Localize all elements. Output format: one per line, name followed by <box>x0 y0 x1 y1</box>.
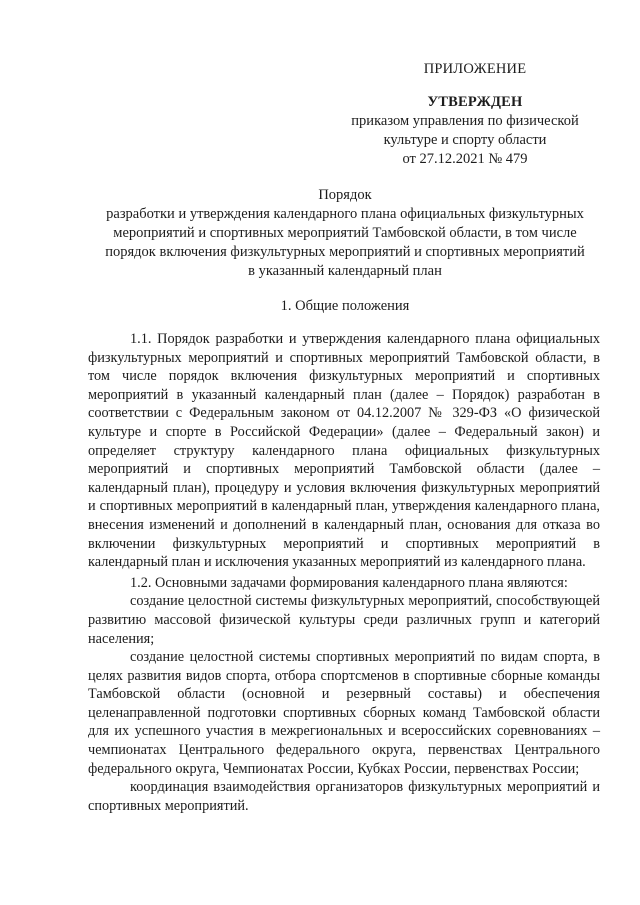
title-line-4: в указанный календарный план <box>248 263 442 279</box>
section-heading: 1. Общие положения <box>280 298 410 314</box>
title-line-2: мероприятий и спортивных мероприятий Тамбовской области, в том числе <box>113 225 577 241</box>
appendix-label: ПРИЛОЖЕНИЕ <box>423 61 527 77</box>
paragraph-task-3: координация взаимодействия организаторов физкультурных мероприятий и спортивных мероприятий. <box>88 779 600 814</box>
approval-line-2: культуре и спорту области <box>383 132 547 148</box>
paragraph-task-2: создание целостной системы спортивных мероприятий по видам спорта, в целях развития видов спорта, отбора спортсменов в спортивные сборные команды Тамбовской области (основной и резервный составы) и обеспечения целенаправленной подготовки спортивных сборных команд Тамбовской области для их успешного участия в межрегиональных и всероссийских соревнованиях – чемпионатах Центрального федерального округа, первенствах Центрального федерального округа, Чемпионатах России, Кубках России, первенствах России; <box>88 649 600 777</box>
title-line-1: разработки и утверждения календарного плана официальных физкультурных <box>106 206 584 222</box>
document-title <box>80 186 610 281</box>
title-line-3: порядок включения физкультурных мероприятий и спортивных мероприятий <box>105 244 585 260</box>
approval-line-1: приказом управления по физической <box>351 113 579 129</box>
approval-order-date: от 27.12.2021 № 479 <box>402 151 528 167</box>
paragraph-1-2: 1.2. Основными задачами формирования календарного плана являются: <box>130 574 568 591</box>
approval-stamp <box>330 60 600 169</box>
paragraph-1-1: 1.1. Порядок разработки и утверждения календарного плана официальных физкультурных мероприятий и спортивных мероприятий Тамбовской области, в том числе порядок включения физкультурных мероприятий и спортивных мероприятий в указанный календарный план (далее – Порядок) разработан в соответствии с Федеральным законом от 04.12.2007 № 329-ФЗ «О физической культуре и спорте в Российской Федерации» (далее – Федеральный закон) и определяет структуру календарного плана официальных физкультурных мероприятий и спортивных мероприятий Тамбовской области (далее – календарный план), процедуру и условия включения физкультурных мероприятий и спортивных мероприятий в календарный план, утверждения календарного плана, внесения изменений и дополнений в календарный план, основания для отказа во включении физкультурных мероприятий и спортивных мероприятий в календарный план и исключения указанных мероприятий из календарного плана. <box>88 331 600 571</box>
title-word: Порядок <box>318 187 372 203</box>
paragraph-task-1: создание целостной системы физкультурных мероприятий, способствующей развитию массовой физической культуры среди различных групп и категорий населения; <box>88 593 600 647</box>
approved-label: УТВЕРЖДЕН <box>427 94 523 110</box>
document-body <box>88 330 600 815</box>
